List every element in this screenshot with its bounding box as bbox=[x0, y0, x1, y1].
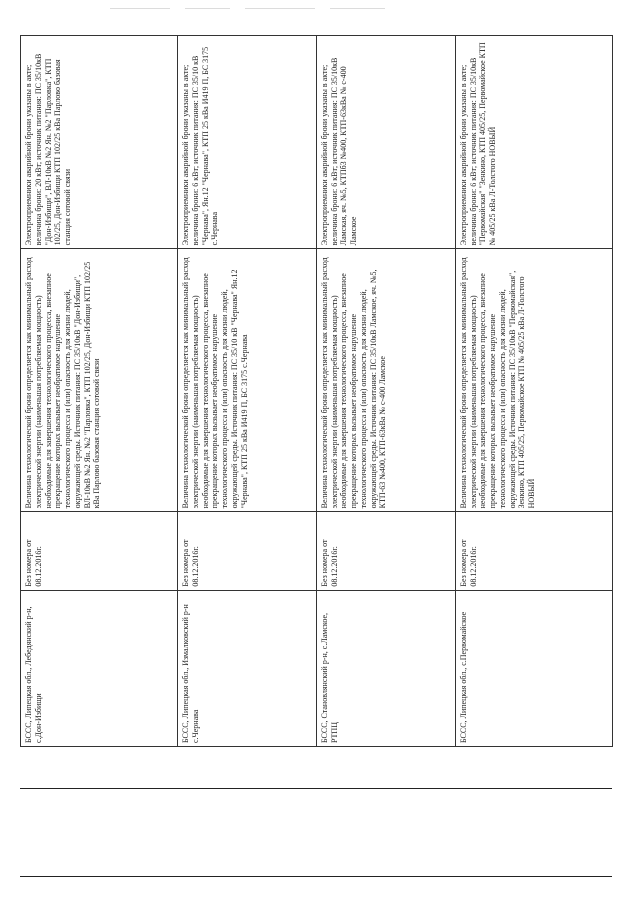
table-row bbox=[316, 36, 455, 747]
reservation-table bbox=[20, 35, 613, 747]
act-number-cell: Без номера от 08.12.2016г. bbox=[455, 512, 612, 590]
object-cell: БССС, Липецкая обл., Измалковский р-н с.Чернава bbox=[178, 590, 317, 746]
description-cell: Величина технологической брони определяется как минимальный расход электрической энергии (наименьшая потребляемая мощность) необходимые для завершения технологического процесса, внезапное прекращение которых вызывает необратимое нарушение технологического процесса и (или) опасность для жизни людей, окружающей среды. Источник питания: ПС 35/10кВ "Дон-Избищи", ВЛ-10кВ №2 Ян. №2 "Парловка", КТП 102/25, Дон-Избищи КТП 102/25 кВа Парлово базовая станция сотовой связи bbox=[21, 249, 178, 512]
note-cell: Электроприемники аварийной брони указаны в акте; величина брони: 6 кВт; источник питания: ПС 35/10 кВ "Чернава", Ян.12 "Чернава", КТП 25 кВа И419 П, БС 3175 с.Чернава bbox=[178, 36, 317, 249]
scan-artifact bbox=[185, 8, 230, 9]
note-cell: Электроприемники аварийной брони указаны в акте; величина брони: 6 кВт; источник питания: ПС 35/10кВ Ламская, яч. №5, КТПб3 №400, КТП-63кВа № с-400 Ламское bbox=[316, 36, 455, 249]
rotated-table-wrapper bbox=[20, 35, 613, 747]
note-cell: Электроприемники аварийной брони указаны в акте; величина брони: 6 кВт; источник питания: ПС 35/10кВ "Первомайская" "Зенкино, КТП 405/25, Первомайское КТП № 405/25 кВа Л-Толстого НОВЫЙ bbox=[455, 36, 612, 249]
note-cell: Электроприемники аварийной брони указаны в акте; величина брони: 20 кВт; источник питания: ПС 35/10кВ "Дон-Избищи", ВЛ-10кВ №2 Ян. №2 "Парловка", КТП 102/25, Дон-Избищи КТП 102/25 кВа Парлово базовая станция сотовой связи bbox=[21, 36, 178, 249]
description-cell: Величина технологической брони определяется как минимальный расход электрической энергии (наименьшая потребляемая мощность) необходимые для завершения технологического процесса, внезапное прекращение которых вызывает необратимое нарушение технологического процесса и (или) опасность для жизни людей, окружающей среды. Источник питания: ПС 35/10кВ Ламское, яч. №5, КТП-63 №400, КТП-63кВа № с-400 Ламское bbox=[316, 249, 455, 512]
table-row bbox=[455, 36, 612, 747]
scan-artifact bbox=[110, 8, 170, 9]
object-cell: БССС, Липецкая обл., Лебедянский р-н, с.Дон-Избищи bbox=[21, 590, 178, 746]
act-number-cell: Без номера от 08.12.2016г. bbox=[178, 512, 317, 590]
description-cell: Величина технологической брони определяется как минимальный расход электрической энергии (наименьшая потребляемая мощность) необходимые для завершения технологического процесса, внезапное прекращение которых вызывает необратимое нарушение технологического процесса и (или) опасность для жизни людей, окружающей среды. Источник питания: ПС 35/10 кВ "Чернава" Ян.12 "Чернава", КТП 25 кВа И419 П, БС 3175 с.Чернава bbox=[178, 249, 317, 512]
act-number-cell: Без номера от 08.12.2016г. bbox=[21, 512, 178, 590]
scan-artifact bbox=[330, 8, 385, 9]
table-row bbox=[178, 36, 317, 747]
separator-line bbox=[20, 876, 612, 877]
separator-line bbox=[20, 788, 612, 789]
object-cell: БССС, Становлянский р-н, с.Ламское, РТПЦ bbox=[316, 590, 455, 746]
scan-artifact bbox=[245, 8, 315, 9]
object-cell: БССС, Липецкая обл., с.Первомайское bbox=[455, 590, 612, 746]
act-number-cell: Без номера от 08.12.2016г. bbox=[316, 512, 455, 590]
description-cell: Величина технологической брони определяется как минимальный расход электрической энергии (наименьшая потребляемая мощность) необходимые для завершения технологического процесса, внезапное прекращение которых вызывает необратимое нарушение технологического процесса и (или) опасность для жизни людей, окружающей среды. Источник питания: ПС 35/10кВ "Первомайская", Зенкино, КТП 405/25, Первомайское КТП № 405/25 кВа Л-Толстого НОВЫЙ bbox=[455, 249, 612, 512]
table-row bbox=[21, 36, 178, 747]
